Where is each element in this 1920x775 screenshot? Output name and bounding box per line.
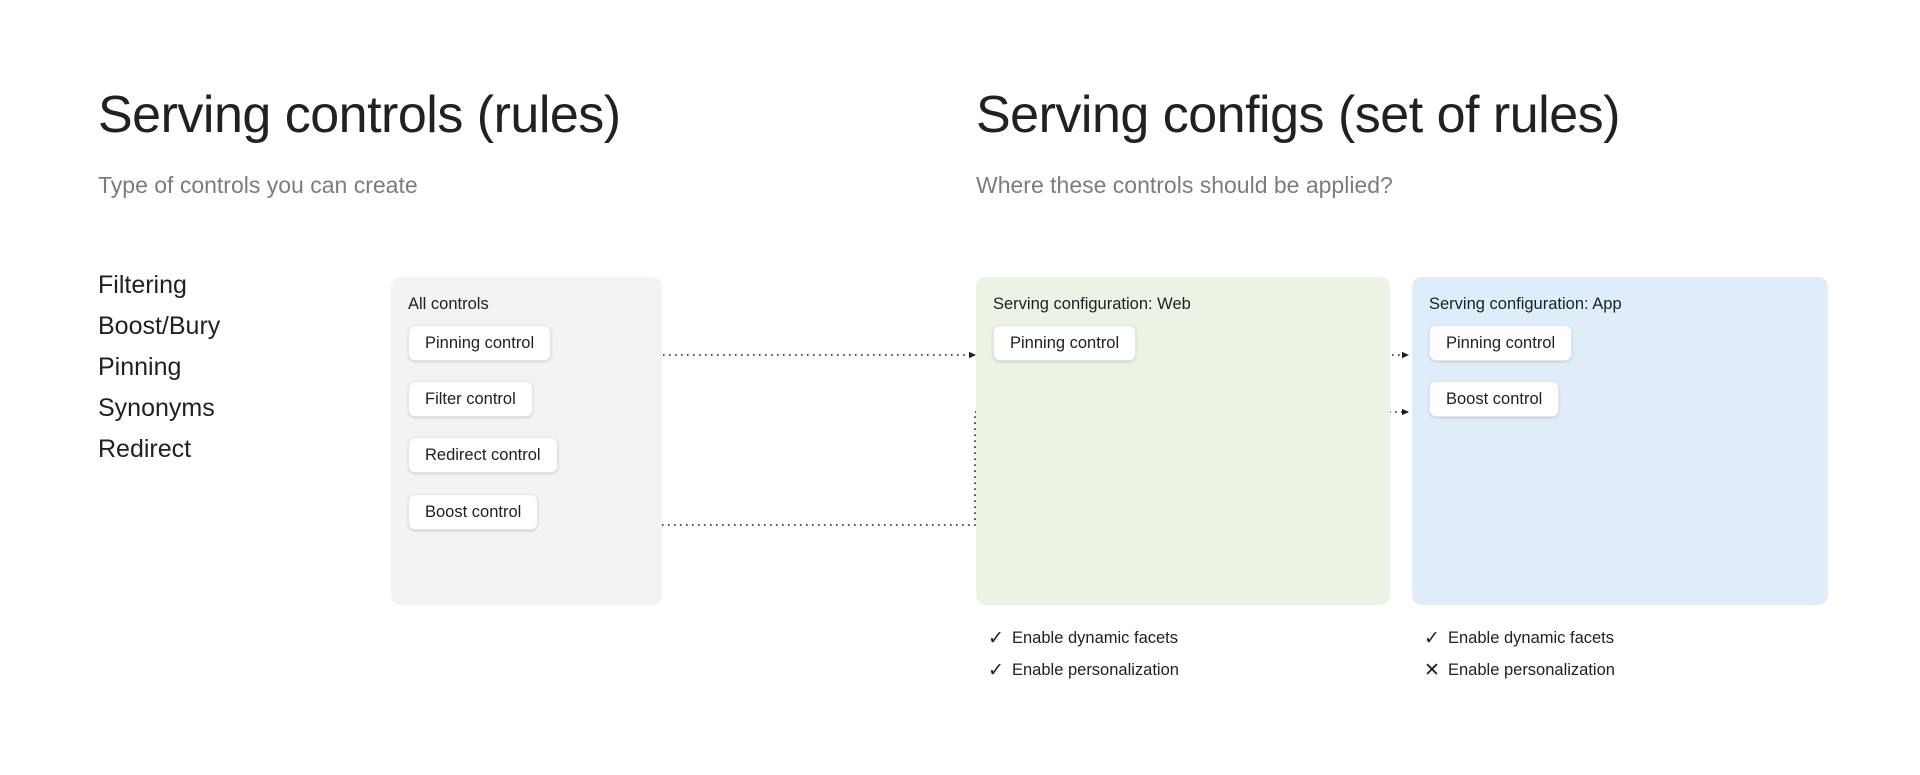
list-item — [988, 622, 1179, 654]
list-item: Filtering — [98, 271, 187, 299]
control-type-list — [98, 265, 328, 470]
check-icon: ✓ — [988, 627, 1004, 649]
list-item: Boost/Bury — [98, 312, 221, 340]
web-options-list — [988, 622, 1179, 686]
list-item — [988, 654, 1179, 686]
chip-boost-control[interactable]: Boost control — [408, 494, 538, 530]
panel-title: Serving configuration: Web — [993, 295, 1191, 313]
list-item: Redirect — [98, 435, 192, 463]
chip-pinning-control[interactable]: Pinning control — [993, 325, 1136, 361]
list-item: Pinning — [98, 353, 182, 381]
chip-redirect-control[interactable]: Redirect control — [408, 437, 558, 473]
option-label: Enable dynamic facets — [1012, 628, 1179, 647]
option-label: Enable personalization — [1448, 660, 1615, 679]
left-section-title: Serving controls (rules) — [98, 86, 621, 144]
panel-title: Serving configuration: App — [1429, 295, 1622, 313]
check-icon: ✓ — [1424, 627, 1440, 649]
panel-all-controls — [391, 277, 662, 605]
chip-pinning-control[interactable]: Pinning control — [1429, 325, 1572, 361]
panel-serving-config-web — [976, 277, 1390, 605]
panel-serving-config-app — [1412, 277, 1828, 605]
chip-boost-control[interactable]: Boost control — [1429, 381, 1559, 417]
chip-pinning-control[interactable]: Pinning control — [408, 325, 551, 361]
option-label: Enable personalization — [1012, 660, 1179, 679]
list-item — [1424, 654, 1615, 686]
right-section-subtitle: Where these controls should be applied? — [976, 172, 1393, 198]
option-label: Enable dynamic facets — [1448, 628, 1615, 647]
list-item — [1424, 622, 1615, 654]
panel-title: All controls — [408, 295, 489, 313]
right-section-title: Serving configs (set of rules) — [976, 86, 1620, 144]
app-options-list — [1424, 622, 1615, 686]
left-section-subtitle: Type of controls you can create — [98, 172, 418, 198]
list-item: Synonyms — [98, 394, 215, 422]
cross-icon: ✕ — [1424, 659, 1440, 681]
chip-filter-control[interactable]: Filter control — [408, 381, 533, 417]
check-icon: ✓ — [988, 659, 1004, 681]
